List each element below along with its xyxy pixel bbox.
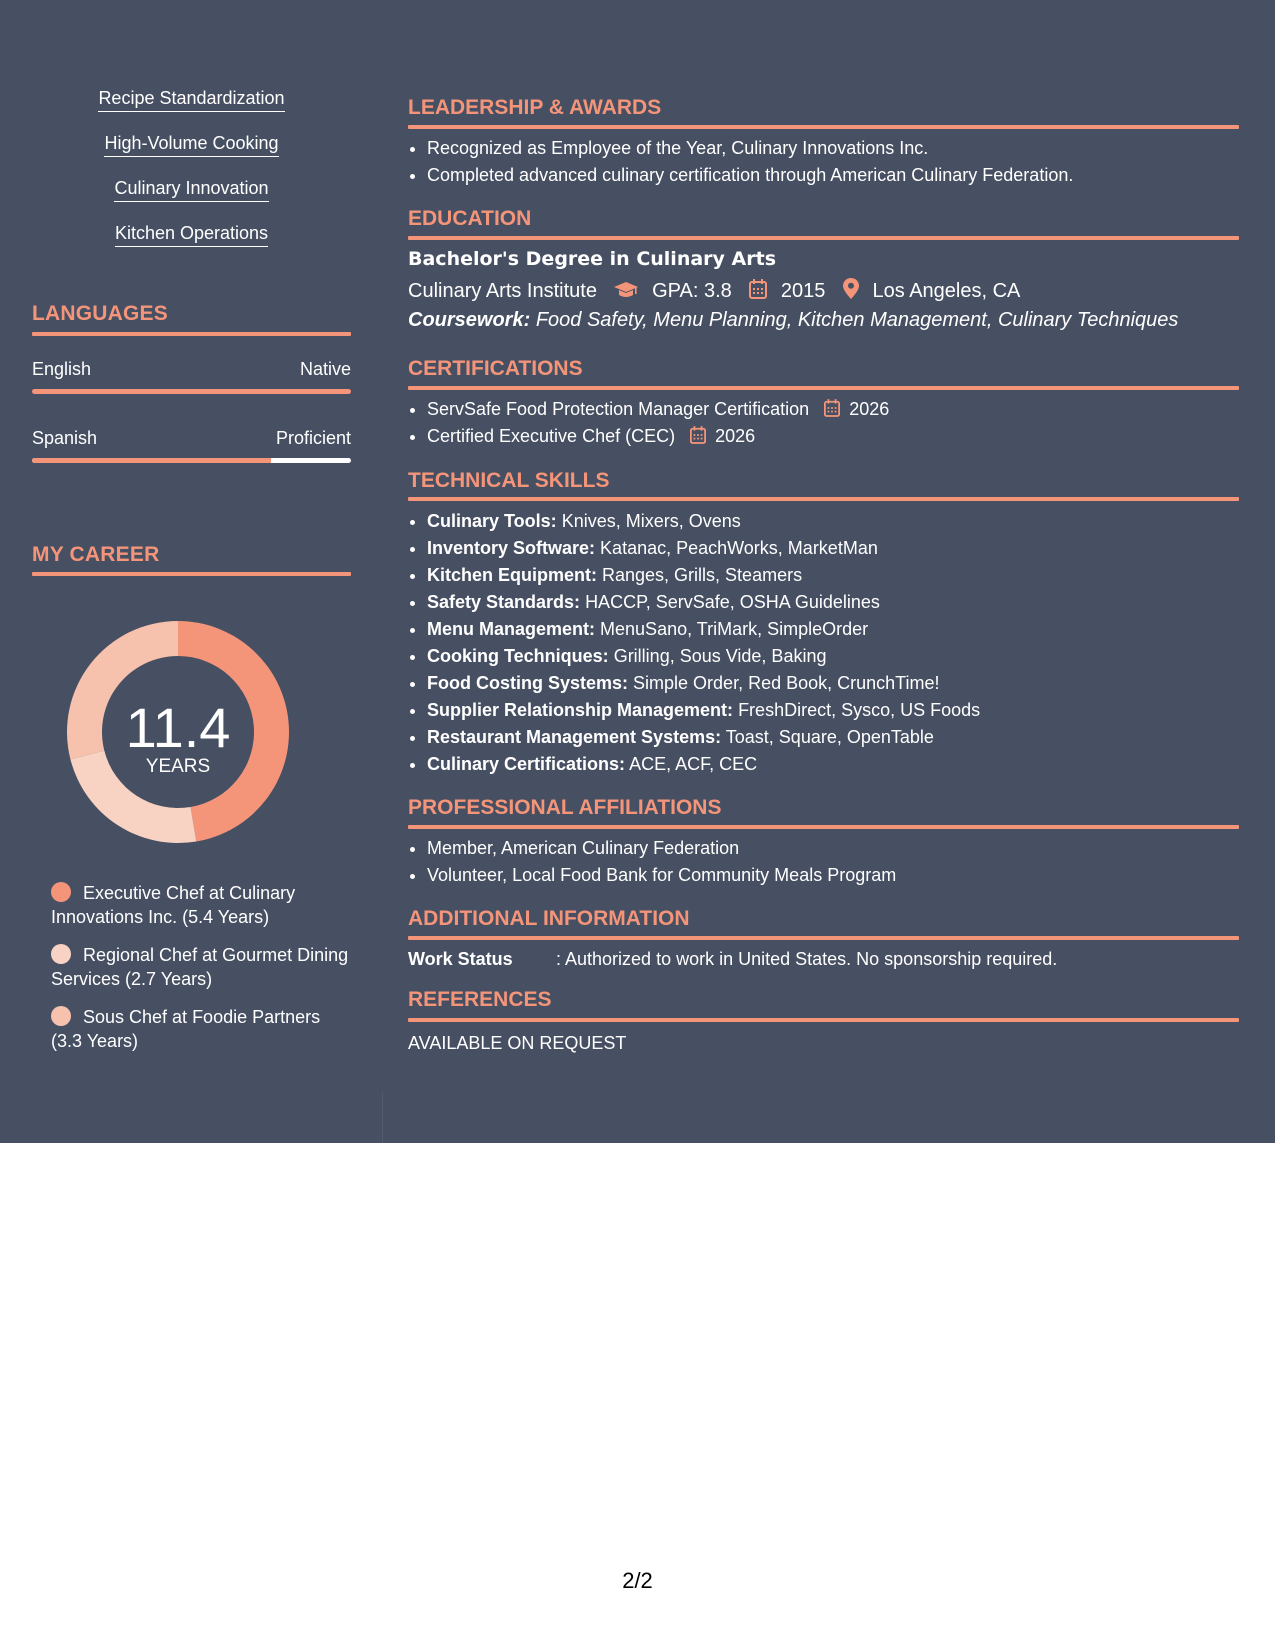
location-pin-icon: [843, 278, 859, 299]
calendar-icon: [824, 399, 840, 417]
list-item: • Certified Executive Chef (CEC) 2026: [427, 423, 889, 450]
technical-skills-title: TECHNICAL SKILLS: [408, 469, 610, 492]
list-item: • Completed advanced culinary certification through American Culinary Federation.: [427, 162, 1073, 189]
list-item: • Recognized as Employee of the Year, Culinary Innovations Inc.: [427, 135, 1073, 162]
language-level: Proficient: [275, 428, 351, 448]
additional-info-rule: [408, 936, 1239, 940]
language-row-english: [32, 359, 351, 380]
language-name: English: [32, 359, 92, 379]
languages-title: LANGUAGES: [32, 302, 168, 325]
list-item: • ServSafe Food Protection Manager Certification 2026: [427, 396, 889, 423]
career-total-unit: YEARS: [145, 756, 211, 777]
career-title: MY CAREER: [32, 543, 160, 566]
certifications-title: CERTIFICATIONS: [408, 357, 583, 380]
degree-title: Bachelor's Degree in Culinary Arts: [408, 248, 777, 270]
skill-link[interactable]: Recipe Standardization: [32, 88, 351, 109]
column-divider: [382, 1092, 383, 1143]
language-bar-spanish: [32, 458, 351, 463]
references-title: REFERENCES: [408, 988, 552, 1011]
school-name: Culinary Arts Institute: [408, 280, 597, 302]
certifications-rule: [408, 386, 1239, 390]
affiliations-rule: [408, 825, 1239, 829]
list-item: • Culinary Tools: Knives, Mixers, Ovens: [427, 508, 980, 535]
list-item: • Menu Management: MenuSano, TriMark, SimpleOrder: [427, 616, 980, 643]
work-status-row: [408, 949, 1057, 970]
technical-skills-list: [408, 508, 980, 778]
list-item: • Inventory Software: Katanac, PeachWorks, MarketMan: [427, 535, 980, 562]
leadership-list: [408, 135, 1073, 189]
affiliations-list: [408, 835, 896, 889]
language-name: Spanish: [32, 428, 98, 448]
affiliations-title: PROFESSIONAL AFFILIATIONS: [408, 796, 722, 819]
certifications-list: [408, 396, 889, 450]
leadership-title: LEADERSHIP & AWARDS: [408, 96, 662, 119]
page-number: 2/2: [622, 1568, 653, 1593]
work-status-value: : Authorized to work in United States. No sponsorship required.: [556, 949, 1058, 969]
language-bar-fill: [32, 458, 271, 463]
work-status-label: Work Status: [408, 949, 513, 969]
cert-year: 2026: [715, 426, 756, 446]
language-bar-fill: [32, 389, 351, 394]
list-item: • Food Costing Systems: Simple Order, Red Book, CrunchTime!: [427, 670, 980, 697]
career-total-years: 11.4: [125, 696, 231, 759]
graduation-year: 2015: [780, 280, 826, 302]
graduation-cap-icon: [613, 281, 639, 299]
list-item: • Member, American Culinary Federation: [427, 835, 896, 862]
career-legend-item: Regional Chef at Gourmet Dining Services (2.7 Years): [51, 945, 349, 989]
list-item: • Kitchen Equipment: Ranges, Grills, Steamers: [427, 562, 980, 589]
education-details: [408, 278, 1020, 303]
language-level: Native: [299, 359, 351, 379]
skill-link[interactable]: Culinary Innovation: [32, 178, 351, 199]
list-item: • Volunteer, Local Food Bank for Community Meals Program: [427, 862, 896, 889]
references-rule: [408, 1018, 1239, 1022]
language-bar-english: [32, 389, 351, 394]
career-donut-chart: [66, 620, 290, 844]
calendar-icon: [690, 426, 706, 444]
school-location: Los Angeles, CA: [872, 280, 1021, 302]
language-row-spanish: [32, 428, 351, 449]
list-item: • Culinary Certifications: ACE, ACF, CEC: [427, 751, 980, 778]
career-legend-item: Executive Chef at Culinary Innovations Inc. (5.4 Years): [51, 883, 296, 927]
coursework-label: Coursework:: [408, 309, 531, 331]
coursework: [408, 309, 1178, 332]
list-item: • Supplier Relationship Management: FreshDirect, Sysco, US Foods: [427, 697, 980, 724]
legend-dot: [51, 944, 71, 964]
education-title: EDUCATION: [408, 207, 532, 230]
career-rule: [32, 572, 351, 576]
skill-link[interactable]: High-Volume Cooking: [32, 133, 351, 154]
coursework-list: Food Safety, Menu Planning, Kitchen Management, Culinary Techniques: [535, 309, 1179, 331]
languages-rule: [32, 332, 351, 336]
calendar-icon: [749, 279, 767, 299]
cert-year: 2026: [849, 399, 890, 419]
list-item: • Safety Standards: HACCP, ServSafe, OSHA Guidelines: [427, 589, 980, 616]
gpa: GPA: 3.8: [652, 280, 732, 302]
additional-info-title: ADDITIONAL INFORMATION: [408, 907, 690, 930]
skill-link[interactable]: Kitchen Operations: [32, 223, 351, 244]
leadership-rule: [408, 125, 1239, 129]
references-text: AVAILABLE ON REQUEST: [408, 1033, 627, 1053]
education-rule: [408, 236, 1239, 240]
list-item: • Cooking Techniques: Grilling, Sous Vide, Baking: [427, 643, 980, 670]
legend-dot: [51, 1006, 71, 1026]
legend-dot: [51, 882, 71, 902]
list-item: • Restaurant Management Systems: Toast, Square, OpenTable: [427, 724, 980, 751]
technical-skills-rule: [408, 497, 1239, 501]
career-legend-item: Sous Chef at Foodie Partners (3.3 Years): [51, 1007, 321, 1051]
